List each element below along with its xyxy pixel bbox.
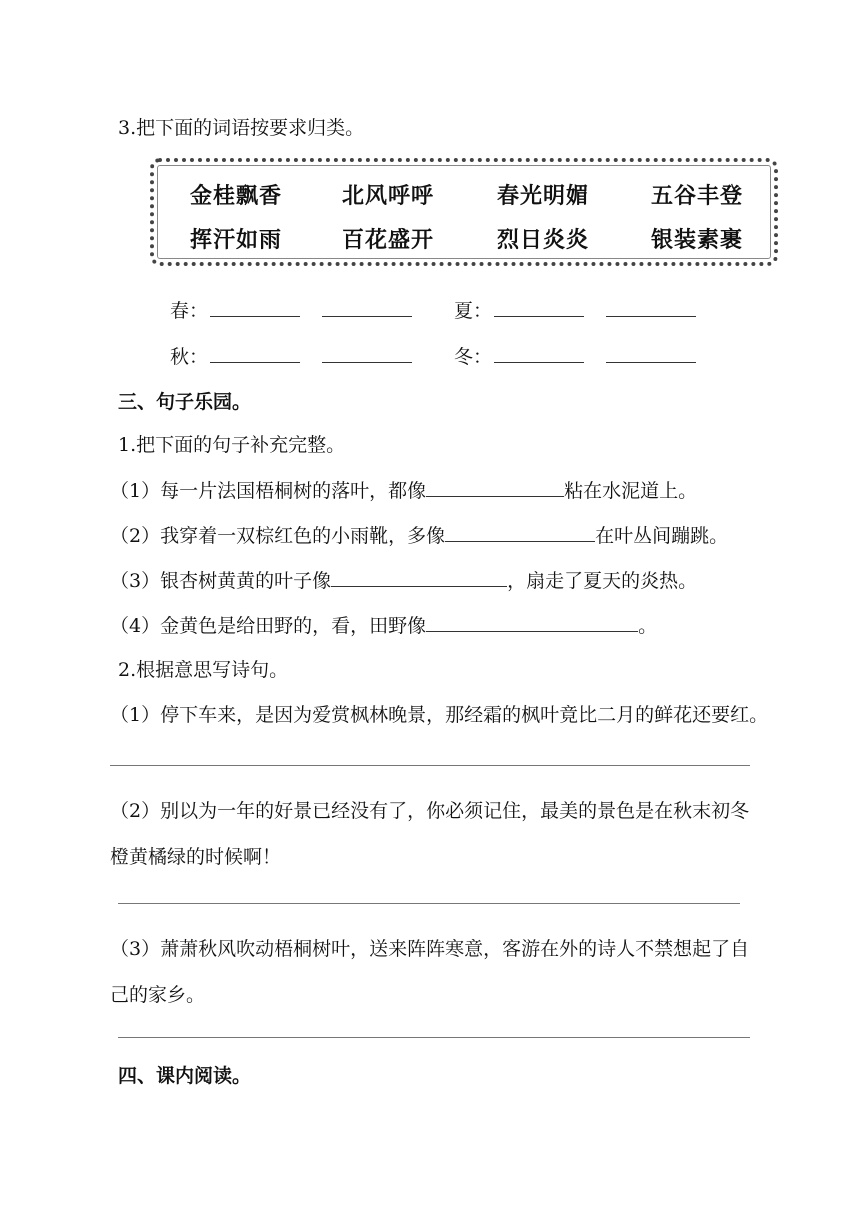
- fill-item-text: （4）金黄色是给田野的，看，田野像: [110, 615, 427, 637]
- fill-item: [110, 523, 728, 548]
- question-title: 2.根据意思写诗句。: [118, 659, 289, 681]
- category-spring: [170, 296, 412, 323]
- answer-blank[interactable]: [606, 344, 696, 363]
- category-label: 夏：: [454, 300, 493, 322]
- poem-prompt: （3）萧萧秋风吹动梧桐树叶，送来阵阵寒意，客游在外的诗人不禁想起了自: [110, 938, 750, 960]
- fill-item: [110, 613, 657, 638]
- answer-line[interactable]: [110, 765, 750, 766]
- answer-blank[interactable]: [445, 523, 595, 542]
- question-title: 1.把下面的句子补充完整。: [118, 434, 346, 456]
- category-autumn: [170, 342, 412, 369]
- word-item: 北风呼呼: [342, 184, 435, 209]
- answer-blank[interactable]: [331, 568, 507, 587]
- category-label: 秋：: [170, 346, 209, 368]
- answer-blank[interactable]: [494, 298, 584, 317]
- category-label: 春：: [170, 300, 209, 322]
- fill-item-text: （3）银杏树黄黄的叶子像: [110, 570, 332, 592]
- word-item: 春光明媚: [497, 184, 590, 209]
- answer-line[interactable]: [118, 903, 740, 904]
- fill-item-text: ，扇走了夏天的炎热。: [507, 570, 698, 592]
- answer-blank[interactable]: [322, 298, 412, 317]
- fill-item-text: （1）每一片法国梧桐树的落叶，都像: [110, 480, 427, 502]
- fill-item-text: 。: [638, 615, 658, 637]
- fill-item: [110, 478, 697, 503]
- answer-blank[interactable]: [322, 344, 412, 363]
- word-item: 银装素裹: [651, 228, 744, 253]
- fill-item: [110, 568, 697, 593]
- section-title: 四、课内阅读。: [118, 1065, 252, 1087]
- category-summer: [454, 296, 696, 323]
- answer-blank[interactable]: [606, 298, 696, 317]
- answer-blank[interactable]: [426, 478, 564, 497]
- answer-blank[interactable]: [494, 344, 584, 363]
- fill-item-text: 在叶丛间蹦跳。: [595, 525, 729, 547]
- fill-item-text: 粘在水泥道上。: [564, 480, 698, 502]
- answer-line[interactable]: [118, 1037, 750, 1038]
- word-item: 百花盛开: [342, 228, 435, 253]
- category-winter: [454, 342, 696, 369]
- poem-prompt: （2）别以为一年的好景已经没有了，你必须记住，最美的景色是在秋末初冬: [110, 800, 750, 822]
- word-item: 挥汗如雨: [190, 228, 283, 253]
- category-label: 冬：: [454, 346, 493, 368]
- fill-item-text: （2）我穿着一双棕红色的小雨靴，多像: [110, 525, 446, 547]
- answer-blank[interactable]: [210, 298, 300, 317]
- answer-blank[interactable]: [426, 613, 638, 632]
- word-item: 五谷丰登: [651, 184, 744, 209]
- section-title: 三、句子乐园。: [118, 391, 252, 413]
- poem-prompt-continued: 橙黄橘绿的时候啊！: [110, 846, 282, 868]
- q3-title: 3.把下面的词语按要求归类。: [118, 117, 365, 139]
- word-item: 烈日炎炎: [497, 228, 590, 253]
- word-item: 金桂飘香: [190, 184, 283, 209]
- poem-prompt: （1）停下车来，是因为爱赏枫林晚景，那经霜的枫叶竟比二月的鲜花还要红。: [110, 704, 769, 726]
- answer-blank[interactable]: [210, 344, 300, 363]
- poem-prompt-continued: 己的家乡。: [110, 984, 206, 1006]
